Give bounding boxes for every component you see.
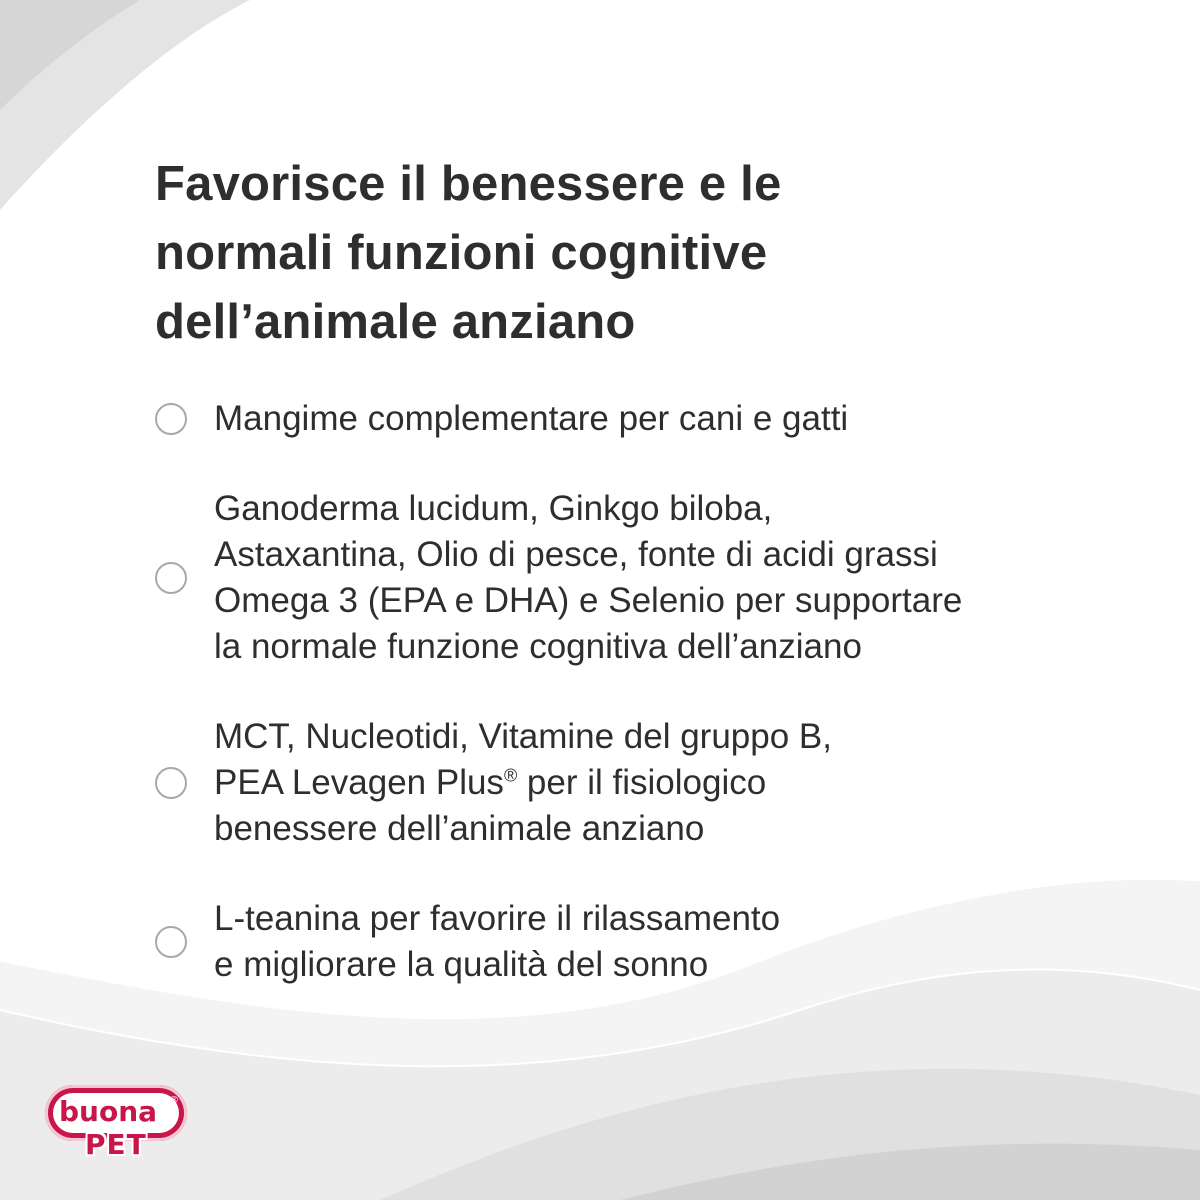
list-item (155, 486, 1115, 670)
brand-logo (45, 1085, 190, 1165)
feature-text-part: per il fisiologico benessere dell’animale anziano (214, 763, 767, 848)
feature-text-part: MCT, Nucleotidi, Vitamine del gruppo B, PEA Levagen Plus (214, 717, 832, 802)
registered-mark: ® (503, 765, 518, 786)
list-item (155, 896, 1115, 988)
circle-outline-icon (155, 926, 187, 958)
logo-registered-mark: ® (169, 1095, 179, 1106)
circle-outline-icon (155, 562, 187, 594)
feature-text (214, 714, 832, 852)
feature-text: Ganoderma lucidum, Ginkgo biloba, Astaxantina, Olio di pesce, fonte di acidi grassi Omega 3 (EPA e DHA) e Selenio per supportare la normale funzione cognitiva dell’anziano (214, 489, 963, 666)
circle-outline-icon (155, 403, 187, 435)
list-item (155, 396, 1115, 442)
circle-outline-icon (155, 767, 187, 799)
list-item (155, 714, 1115, 852)
logo-pet-text: PET (85, 1128, 147, 1161)
feature-text: L-teanina per favorire il rilassamento e migliorare la qualità del sonno (214, 899, 781, 984)
logo-wordmark: buona (59, 1095, 158, 1128)
headline: Favorisce il benessere e le normali funzioni cognitive dell’animale anziano (155, 157, 782, 349)
main-content (155, 150, 1115, 357)
feature-text: Mangime complementare per cani e gatti (214, 399, 849, 438)
